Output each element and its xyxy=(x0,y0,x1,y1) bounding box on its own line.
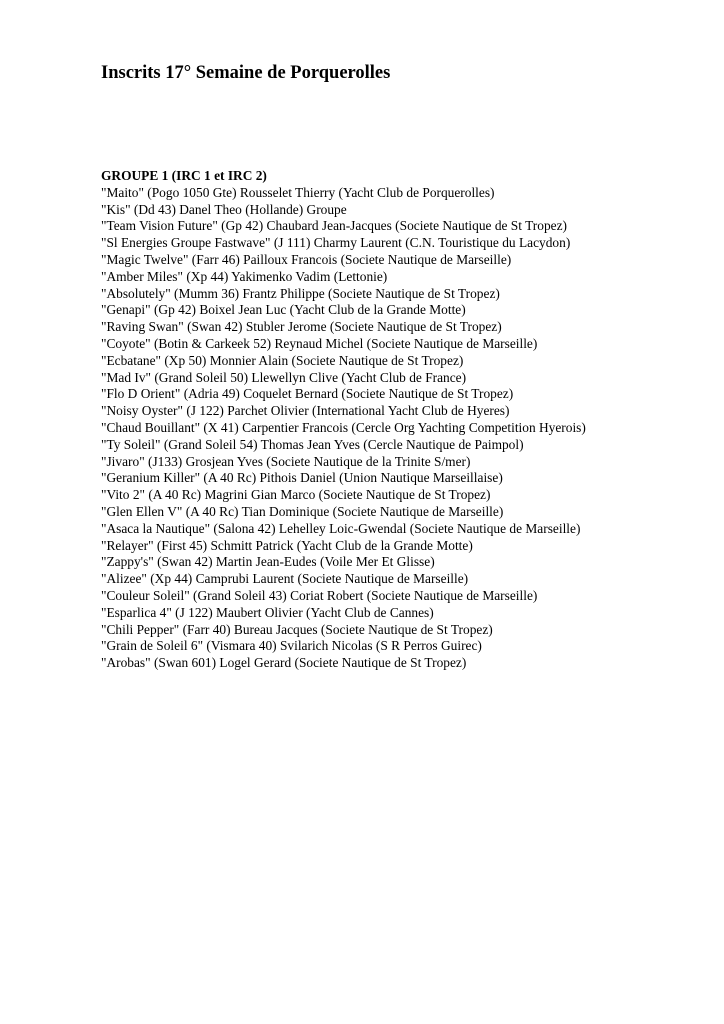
entry: "Kis" (Dd 43) Danel Theo (Hollande) Groupe xyxy=(101,201,347,217)
entry: "Mad Iv" (Grand Soleil 50) Llewellyn Clive (Yacht Club de France) xyxy=(101,369,467,385)
entry: "Vito 2" (A 40 Rc) Magrini Gian Marco (Societe Nautique de St Tropez) xyxy=(101,487,491,503)
entry: "Relayer" (First 45) Schmitt Patrick (Yacht Club de la Grande Motte) xyxy=(101,537,473,553)
entry: "Absolutely" (Mumm 36) Frantz Philippe (Societe Nautique de St Tropez) xyxy=(101,285,500,301)
entry: "Sl Energies Groupe Fastwave" (J 111) Charmy Laurent (C.N. Touristique du Lacydon) xyxy=(101,235,571,251)
group-section xyxy=(101,168,641,672)
entry: "Chili Pepper" (Farr 40) Bureau Jacques (Societe Nautique de St Tropez) xyxy=(101,621,493,637)
entry: "Grain de Soleil 6" (Vismara 40) Svilarich Nicolas (S R Perros Guirec) xyxy=(101,638,482,654)
entry: "Zappy's" (Swan 42) Martin Jean-Eudes (Voile Mer Et Glisse) xyxy=(101,554,435,570)
entry: "Team Vision Future" (Gp 42) Chaubard Jean-Jacques (Societe Nautique de St Tropez) xyxy=(101,218,567,234)
entry: "Ty Soleil" (Grand Soleil 54) Thomas Jean Yves (Cercle Nautique de Paimpol) xyxy=(101,436,524,452)
entry: "Chaud Bouillant" (X 41) Carpentier Francois (Cercle Org Yachting Competition Hyerois) xyxy=(101,419,586,435)
document-title: Inscrits 17° Semaine de Porquerolles xyxy=(101,63,391,83)
entry: "Genapi" (Gp 42) Boixel Jean Luc (Yacht Club de la Grande Motte) xyxy=(101,302,466,318)
entry: "Raving Swan" (Swan 42) Stubler Jerome (Societe Nautique de St Tropez) xyxy=(101,319,502,335)
entry: "Noisy Oyster" (J 122) Parchet Olivier (International Yacht Club de Hyeres) xyxy=(101,403,510,419)
entry: "Esparlica 4" (J 122) Maubert Olivier (Yacht Club de Cannes) xyxy=(101,604,434,620)
entry: "Arobas" (Swan 601) Logel Gerard (Societe Nautique de St Tropez) xyxy=(101,655,467,671)
entry: "Alizee" (Xp 44) Camprubi Laurent (Societe Nautique de Marseille) xyxy=(101,571,469,587)
entry: "Magic Twelve" (Farr 46) Pailloux Francois (Societe Nautique de Marseille) xyxy=(101,251,512,267)
entry: "Flo D Orient" (Adria 49) Coquelet Bernard (Societe Nautique de St Tropez) xyxy=(101,386,514,402)
entry: "Geranium Killer" (A 40 Rc) Pithois Daniel (Union Nautique Marseillaise) xyxy=(101,470,503,486)
entry: "Asaca la Nautique" (Salona 42) Lehelley Loic-Gwendal (Societe Nautique de Marseille) xyxy=(101,520,581,536)
entry: "Ecbatane" (Xp 50) Monnier Alain (Societe Nautique de St Tropez) xyxy=(101,352,464,368)
entry: "Amber Miles" (Xp 44) Yakimenko Vadim (Lettonie) xyxy=(101,268,388,284)
entry: "Glen Ellen V" (A 40 Rc) Tian Dominique (Societe Nautique de Marseille) xyxy=(101,503,504,519)
group-heading: GROUPE 1 (IRC 1 et IRC 2) xyxy=(101,168,267,183)
entry-list xyxy=(101,185,641,672)
entry: "Coyote" (Botin & Carkeek 52) Reynaud Michel (Societe Nautique de Marseille) xyxy=(101,335,538,351)
entry: "Maito" (Pogo 1050 Gte) Rousselet Thierry (Yacht Club de Porquerolles) xyxy=(101,184,495,200)
entry: "Couleur Soleil" (Grand Soleil 43) Coriat Robert (Societe Nautique de Marseille) xyxy=(101,587,538,603)
entry: "Jivaro" (J133) Grosjean Yves (Societe Nautique de la Trinite S/mer) xyxy=(101,453,471,469)
